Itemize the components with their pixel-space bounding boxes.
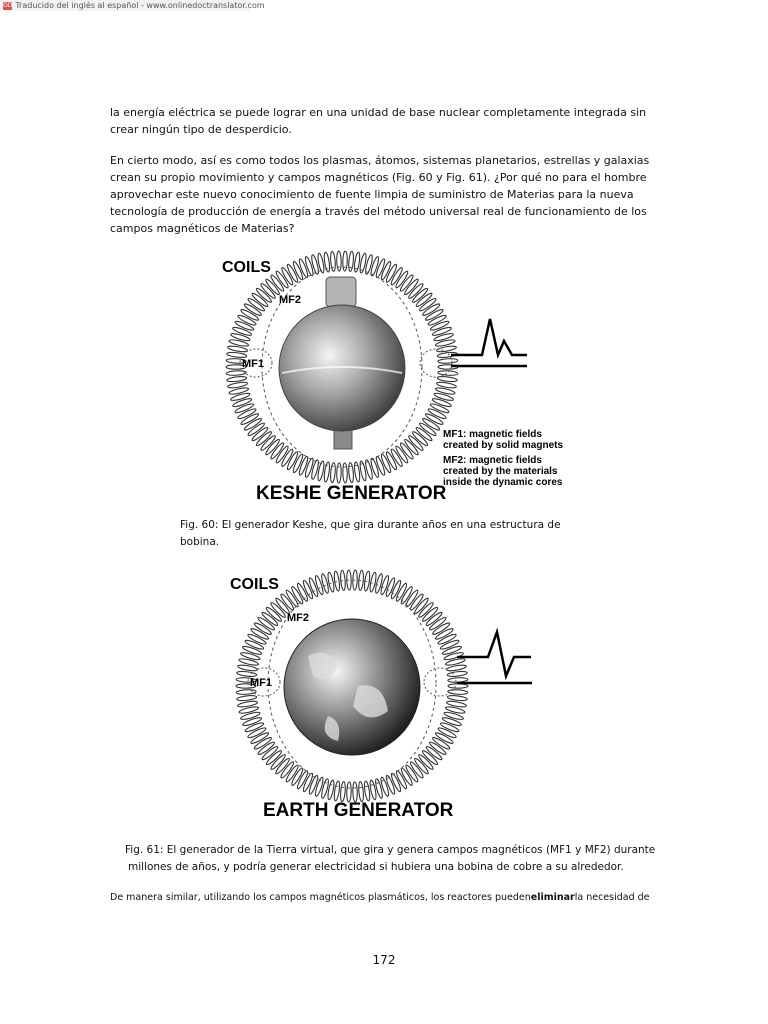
keshe-generator-diagram: [222, 249, 564, 505]
earth-generator-diagram: [218, 566, 550, 826]
legend-mf2-line3: inside the dynamic cores: [443, 477, 563, 488]
coil-turn: [346, 782, 351, 802]
pulse-signal-icon: [451, 319, 527, 355]
coil-turn: [438, 358, 458, 364]
coil-turn: [353, 782, 358, 802]
figure-61-caption: [125, 842, 665, 876]
coil-turn: [336, 251, 341, 271]
closing-paragraph: [110, 891, 670, 905]
translator-banner-text[interactable]: Traducido del inglés al español - www.onlinedoctranslator.com: [15, 1, 265, 10]
coil-turn: [236, 689, 256, 695]
translator-logo-icon: OD: [3, 1, 13, 9]
body-paragraph-2: En cierto modo, así es como todos los plasmas, átomos, sistemas planetarios, estrellas y galaxias crean su propio movimiento y campos magnéticos (Fig. 60 y Fig. 61). ¿Por qué no para el hombre aprovechar este nuevo conocimiento de fuente limpia de suministro de Materias para la nueva tecnología de producción de energía a través del método universal real de funcionamiento de los campos magnéticos de Materias?: [110, 154, 650, 235]
coil-turn: [343, 251, 348, 271]
coil-turn: [447, 695, 467, 702]
coil-turn: [343, 463, 348, 483]
coil-turn: [438, 370, 458, 376]
legend-mf1-line2: created by solid magnets: [443, 440, 564, 451]
figure-61-caption-line2: millones de años, y podría generar electricidad si hubiera una bobina de cobre a su alrededor.: [128, 861, 624, 873]
earth-globe: [284, 619, 420, 755]
bottle-base: [334, 429, 352, 449]
body-paragraph-1: la energía eléctrica se puede lograr en una unidad de base nuclear completamente integrada sin crear ningún tipo de desperdicio.: [110, 106, 647, 136]
bottle-neck: [326, 277, 356, 307]
mf2-label: MF2: [279, 294, 301, 306]
coil-turn: [448, 684, 468, 688]
legend-mf1-line1: MF1: magnetic fields: [443, 429, 542, 440]
coil-turn: [340, 781, 346, 801]
figure-earth-generator: [218, 566, 550, 826]
figure-title: KESHE GENERATOR: [256, 483, 447, 504]
figure-title: EARTH GENERATOR: [263, 800, 454, 821]
figure-61-caption-line1: Fig. 61: El generador de la Tierra virtual, que gira y genera campos magnéticos (MF1 y MF2) durante: [125, 844, 656, 856]
mf2-label: MF2: [287, 612, 309, 624]
figure-keshe-generator: [222, 249, 564, 505]
translator-banner[interactable]: [0, 0, 265, 11]
closing-paragraph-after: la necesidad de: [574, 892, 650, 903]
coils-label: COILS: [230, 576, 279, 593]
coil-turn: [358, 781, 364, 801]
mf1-label: MF1: [242, 358, 264, 370]
pulse-signal-icon: [457, 632, 531, 676]
coil-turn: [448, 689, 468, 695]
page-number: 172: [372, 953, 396, 967]
closing-paragraph-bold: eliminar: [530, 892, 575, 903]
figure-60-caption: Fig. 60: El generador Keshe, que gira durante años en una estructura de bobina.: [180, 519, 561, 548]
coil-turn: [330, 462, 336, 482]
legend-mf2-line1: MF2: magnetic fields: [443, 455, 542, 466]
coils-label: COILS: [222, 259, 271, 276]
coil-turn: [237, 695, 257, 702]
coil-turn: [336, 463, 341, 483]
coil-turn: [348, 251, 354, 271]
legend-mf2-line2: created by the materials: [443, 466, 558, 477]
coil-turn: [348, 462, 354, 482]
closing-paragraph-before: De manera similar, utilizando los campos magnéticos plasmáticos, los reactores pueden: [110, 892, 531, 903]
coil-turn: [227, 376, 247, 383]
coil-turn: [330, 251, 336, 271]
mf1-label: MF1: [250, 677, 272, 689]
coil-turn: [437, 376, 457, 383]
